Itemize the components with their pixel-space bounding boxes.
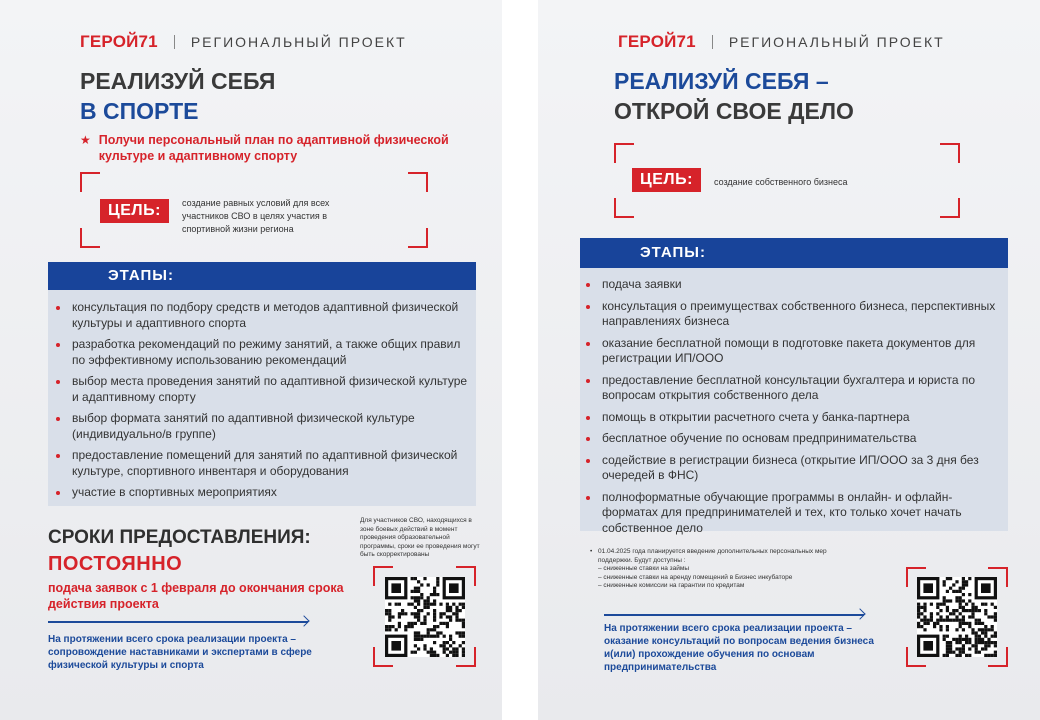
stages-list [54, 300, 468, 501]
support-text: На протяжении всего срока реализации проекта – сопровождение наставниками и экспертами в сфере физической культуры и спорта [48, 634, 312, 671]
stages-heading: ЭТАПЫ: [580, 238, 1008, 268]
footnote [590, 548, 838, 591]
footnote-item: – сниженные ставки на займы [598, 565, 690, 572]
brand-logo: ГЕРОЙ71 [618, 32, 696, 51]
frame-corner-icon [408, 172, 428, 192]
footnote-item: – сниженные комиссии на гарантии по кредитам [598, 582, 745, 589]
footnote-item: – сниженные ставки на аренду помещений в Бизнес инкубаторе [598, 573, 793, 581]
flyer-sport [0, 0, 502, 720]
arrow-right-icon [854, 608, 865, 619]
stage-item: консультация по подбору средств и методов адаптивной физической культуры и адаптивного спорта [54, 300, 468, 331]
arrow-line [48, 621, 308, 623]
frame-corner-icon [614, 198, 634, 218]
stages-panel [580, 268, 1008, 535]
stage-item: участие в спортивных мероприятиях [54, 485, 468, 501]
stage-item: консультация о преимуществах собственного бизнеса, перспективных направлениях бизнеса [584, 299, 1000, 330]
stage-item: оказание бесплатной помощи в подготовке пакета документов для регистрации ИП/ООО [584, 336, 1000, 367]
qr-code-icon[interactable] [917, 577, 997, 657]
stage-item: выбор места проведения занятий по адаптивной физической культуре и адаптивному спорту [54, 374, 468, 405]
header-divider [712, 35, 713, 49]
header-divider [174, 35, 175, 49]
brand-logo: ГЕРОЙ71 [80, 32, 158, 51]
stages-panel [48, 290, 476, 506]
stages-list [584, 277, 1000, 536]
stages-heading: ЭТАПЫ: [48, 262, 476, 290]
title-line-2: ОТКРОЙ СВОЕ ДЕЛО [614, 98, 854, 124]
stage-item: выбор формата занятий по адаптивной физической культуре (индивидуально/в группе) [54, 411, 468, 442]
header-subtitle: РЕГИОНАЛЬНЫЙ ПРОЕКТ [190, 34, 407, 50]
flyer-title [614, 66, 854, 126]
stage-item: бесплатное обучение по основам предпринимательства [584, 431, 1000, 447]
frame-corner-icon [614, 143, 634, 163]
stage-item: предоставление бесплатной консультации бухгалтера и юриста по вопросам открытия собственного дела [584, 373, 1000, 404]
stage-item: содействие в регистрации бизнеса (открытие ИП/ООО за 3 дня без очередей в ФНС) [584, 453, 1000, 484]
deadline-detail: подача заявок с 1 февраля до окончания срока действия проекта [48, 581, 344, 611]
footnote-bullet-icon: • [590, 548, 593, 555]
title-line-1: РЕАЛИЗУЙ СЕБЯ [80, 68, 276, 94]
title-line-1: РЕАЛИЗУЙ СЕБЯ – [614, 68, 829, 94]
qr-code-icon[interactable] [385, 577, 465, 657]
flyer-title [80, 66, 275, 126]
star-icon: ★ [80, 133, 91, 147]
frame-corner-icon [408, 228, 428, 248]
frame-corner-icon [940, 143, 960, 163]
header-subtitle: РЕГИОНАЛЬНЫЙ ПРОЕКТ [728, 34, 945, 50]
stage-item: полноформатные обучающие программы в онлайн- и офлайн-форматах для предпринимателей и тех, кто только хочет начать собственное дело [584, 490, 1000, 537]
stage-item: предоставление помещений для занятий по адаптивной физической культуре, спортивного инвентаря и оборудования [54, 448, 468, 479]
frame-corner-icon [80, 228, 100, 248]
frame-corner-icon [940, 198, 960, 218]
title-line-2: В СПОРТЕ [80, 98, 199, 124]
arrow-line [604, 614, 864, 616]
flyer-header [80, 32, 407, 52]
stage-item: помощь в открытии расчетного счета у банка-партнера [584, 410, 1000, 426]
highlight-bullet [80, 132, 460, 164]
footnote: Для участников СВО, находящихся в зоне боевых действий в момент проведения образовательной программы, сроки ее проведения могут быть скорректированы [360, 517, 480, 558]
frame-corner-icon [80, 172, 100, 192]
stage-item: подача заявки [584, 277, 1000, 293]
flyer-header [618, 32, 945, 52]
deadline-title: СРОКИ ПРЕДОСТАВЛЕНИЯ: [48, 527, 311, 548]
support-text: На протяжении всего срока реализации проекта – оказание консультаций по вопросам ведения бизнеса и(или) прохождение обучения по основам предпринимательства [604, 623, 874, 673]
goal-text: создание равных условий для всех участников СВО в целях участия в спортивной жизни региона [182, 198, 330, 234]
goal-text: создание собственного бизнеса [714, 177, 848, 187]
stage-item: разработка рекомендаций по режиму занятий, а также общих правил по эффективному использованию рекомендаций [54, 337, 468, 368]
goal-badge: ЦЕЛЬ: [100, 199, 169, 223]
flyer-business [538, 0, 1040, 720]
highlight-text: Получи персональный план по адаптивной физической культуре и адаптивному спорту [98, 133, 449, 163]
arrow-right-icon [298, 615, 309, 626]
goal-badge: ЦЕЛЬ: [632, 168, 701, 192]
footnote-intro: 01.04.2025 года планируется введение дополнительных персональных мер поддержки. Будут доступны : [598, 548, 827, 564]
deadline-value: ПОСТОЯННО [48, 553, 183, 575]
